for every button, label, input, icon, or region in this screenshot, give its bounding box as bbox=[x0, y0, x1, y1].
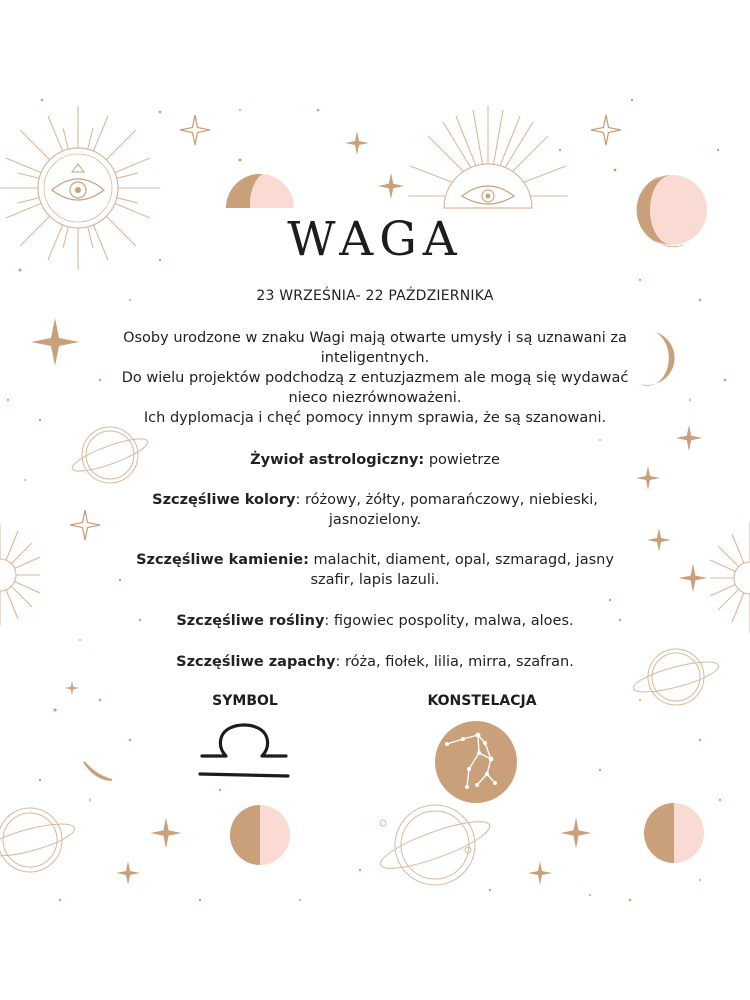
libra-symbol-icon bbox=[196, 722, 292, 782]
colors-fact: Szczęśliwe kolory: różowy, żółty, pomarańczowy, niebieski, jasnozielony. bbox=[152, 492, 598, 528]
plants-value: figowiec pospolity, malwa, aloes. bbox=[333, 613, 574, 629]
intro-line: Osoby urodzone w znaku Wagi mają otwarte umysły i są uznawani za inteligentnych. bbox=[123, 330, 627, 366]
intro-text bbox=[120, 328, 630, 428]
element-value: powietrze bbox=[428, 452, 500, 468]
stones-label: Szczęśliwe kamienie: bbox=[136, 552, 309, 568]
stones-fact bbox=[115, 550, 635, 590]
intro-line: Ich dyplomacja i chęć pomocy innym sprawia, że są szanowani. bbox=[143, 410, 607, 426]
libra-constellation-icon bbox=[433, 719, 519, 805]
zodiac-dates: 23 WRZEŚNIA- 22 PAŹDZIERNIKA bbox=[256, 288, 494, 304]
symbol-label: SYMBOL bbox=[212, 693, 278, 709]
element-label: Żywioł astrologiczny bbox=[250, 452, 419, 468]
plants-fact: Szczęśliwe rośliny: figowiec pospolity, malwa, aloes. bbox=[176, 613, 574, 629]
scents-value: róża, fiołek, lilia, mirra, szafran. bbox=[345, 654, 574, 670]
intro-line: Do wielu projektów podchodzą z entuzjazmem ale mogą się wydawać nieco niezrównoważeni. bbox=[121, 370, 629, 406]
zodiac-title: WAGA bbox=[287, 212, 463, 267]
scents-label: Szczęśliwe zapachy bbox=[176, 654, 336, 670]
constellation-label: KONSTELACJA bbox=[427, 693, 537, 709]
element-fact: Żywioł astrologiczny: powietrze bbox=[250, 452, 500, 468]
colors-value: różowy, żółty, pomarańczowy, niebieski, jasnozielony. bbox=[304, 492, 598, 528]
stones-value: malachit, diament, opal, szmaragd, jasny szafir, lapis lazuli. bbox=[310, 552, 614, 588]
colors-label: Szczęśliwe kolory bbox=[152, 492, 296, 508]
plants-label: Szczęśliwe rośliny bbox=[176, 613, 325, 629]
scents-fact: Szczęśliwe zapachy: róża, fiołek, lilia, mirra, szafran. bbox=[176, 654, 574, 670]
